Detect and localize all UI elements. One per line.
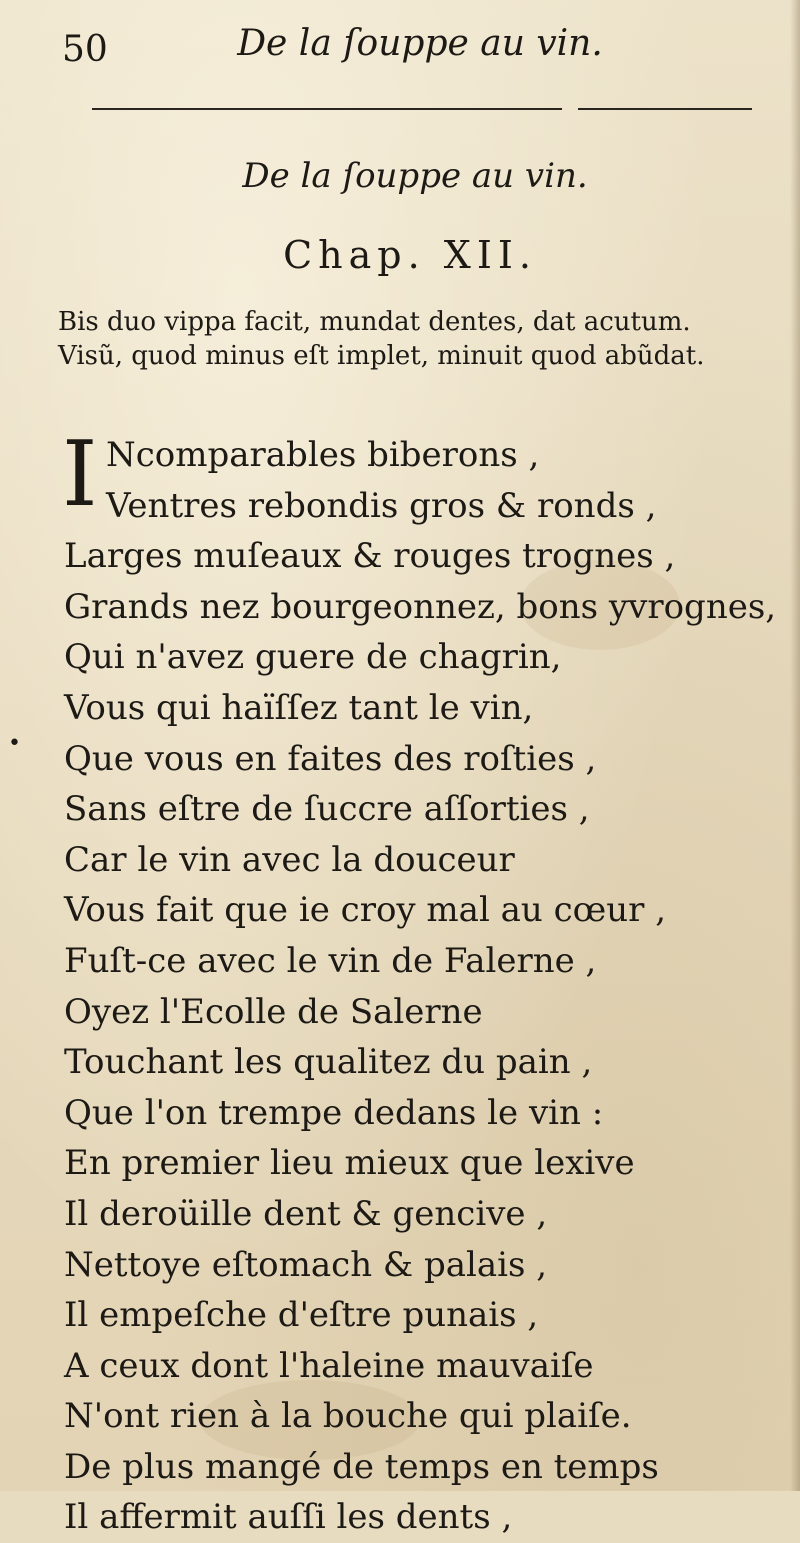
poem-line: Oyez l'Ecolle de Salerne — [64, 991, 483, 1032]
epigraph-line: Visũ, quod minus eſt implet, minuit quod abũdat. — [58, 341, 705, 371]
poem-line: Il deroüille dent & gencive , — [64, 1193, 548, 1234]
poem-line: Vous fait que ie croy mal au cœur , — [64, 890, 667, 931]
poem-line: Fuſt-ce avec le vin de Falerne , — [64, 940, 597, 981]
poem-line: Car le vin avec la douceur — [64, 839, 515, 880]
poem-line: Touchant les qualitez du pain , — [64, 1042, 593, 1083]
poem-line: Sans eſtre de ſuccre aſſorties , — [64, 789, 590, 830]
header-rule — [92, 108, 562, 110]
poem-line: Ventres rebondis gros & ronds , — [106, 485, 657, 526]
poem-line: A ceux dont l'haleine mauvaiſe — [64, 1345, 594, 1386]
epigraph-line: Bis duo vippa facit, mundat dentes, dat acutum. — [58, 307, 691, 337]
drop-cap: I — [62, 422, 98, 527]
poem-line: Ncomparables biberons , — [106, 435, 540, 475]
poem-body — [62, 422, 794, 1543]
poem-line: Qui n'avez guere de chagrin, — [64, 637, 562, 678]
poem-line: N'ont rien à la bouche qui plaiſe. — [64, 1396, 632, 1437]
poem-line: De plus mangé de temps en temps — [64, 1446, 659, 1487]
header-rule — [578, 108, 752, 110]
poem-line: Que l'on trempe dedans le vin : — [64, 1092, 604, 1133]
poem-line: Larges muſeaux & rouges trognes , — [64, 536, 676, 577]
latin-epigraph — [58, 305, 798, 373]
page-number: 50 — [62, 29, 108, 70]
margin-mark: • — [8, 731, 21, 756]
poem-line: Il empeſche d'eſtre punais , — [64, 1295, 539, 1336]
poem-line: Vous qui haïſſez tant le vin, — [64, 687, 534, 728]
chapter-heading: Chap. XII. — [283, 233, 537, 277]
poem-line: Que vous en faites des roſties , — [64, 738, 597, 779]
running-title: De la ſouppe au vin. — [237, 23, 603, 64]
poem-line: Grands nez bourgeonnez, bons yvrognes, — [64, 586, 777, 627]
section-heading: De la ſouppe au vin. — [242, 156, 588, 196]
poem-line: Nettoye eſtomach & palais , — [64, 1244, 548, 1285]
poem-line: En premier lieu mieux que lexive — [64, 1143, 635, 1184]
poem-line: Il affermit auſſi les dents , — [64, 1497, 513, 1538]
